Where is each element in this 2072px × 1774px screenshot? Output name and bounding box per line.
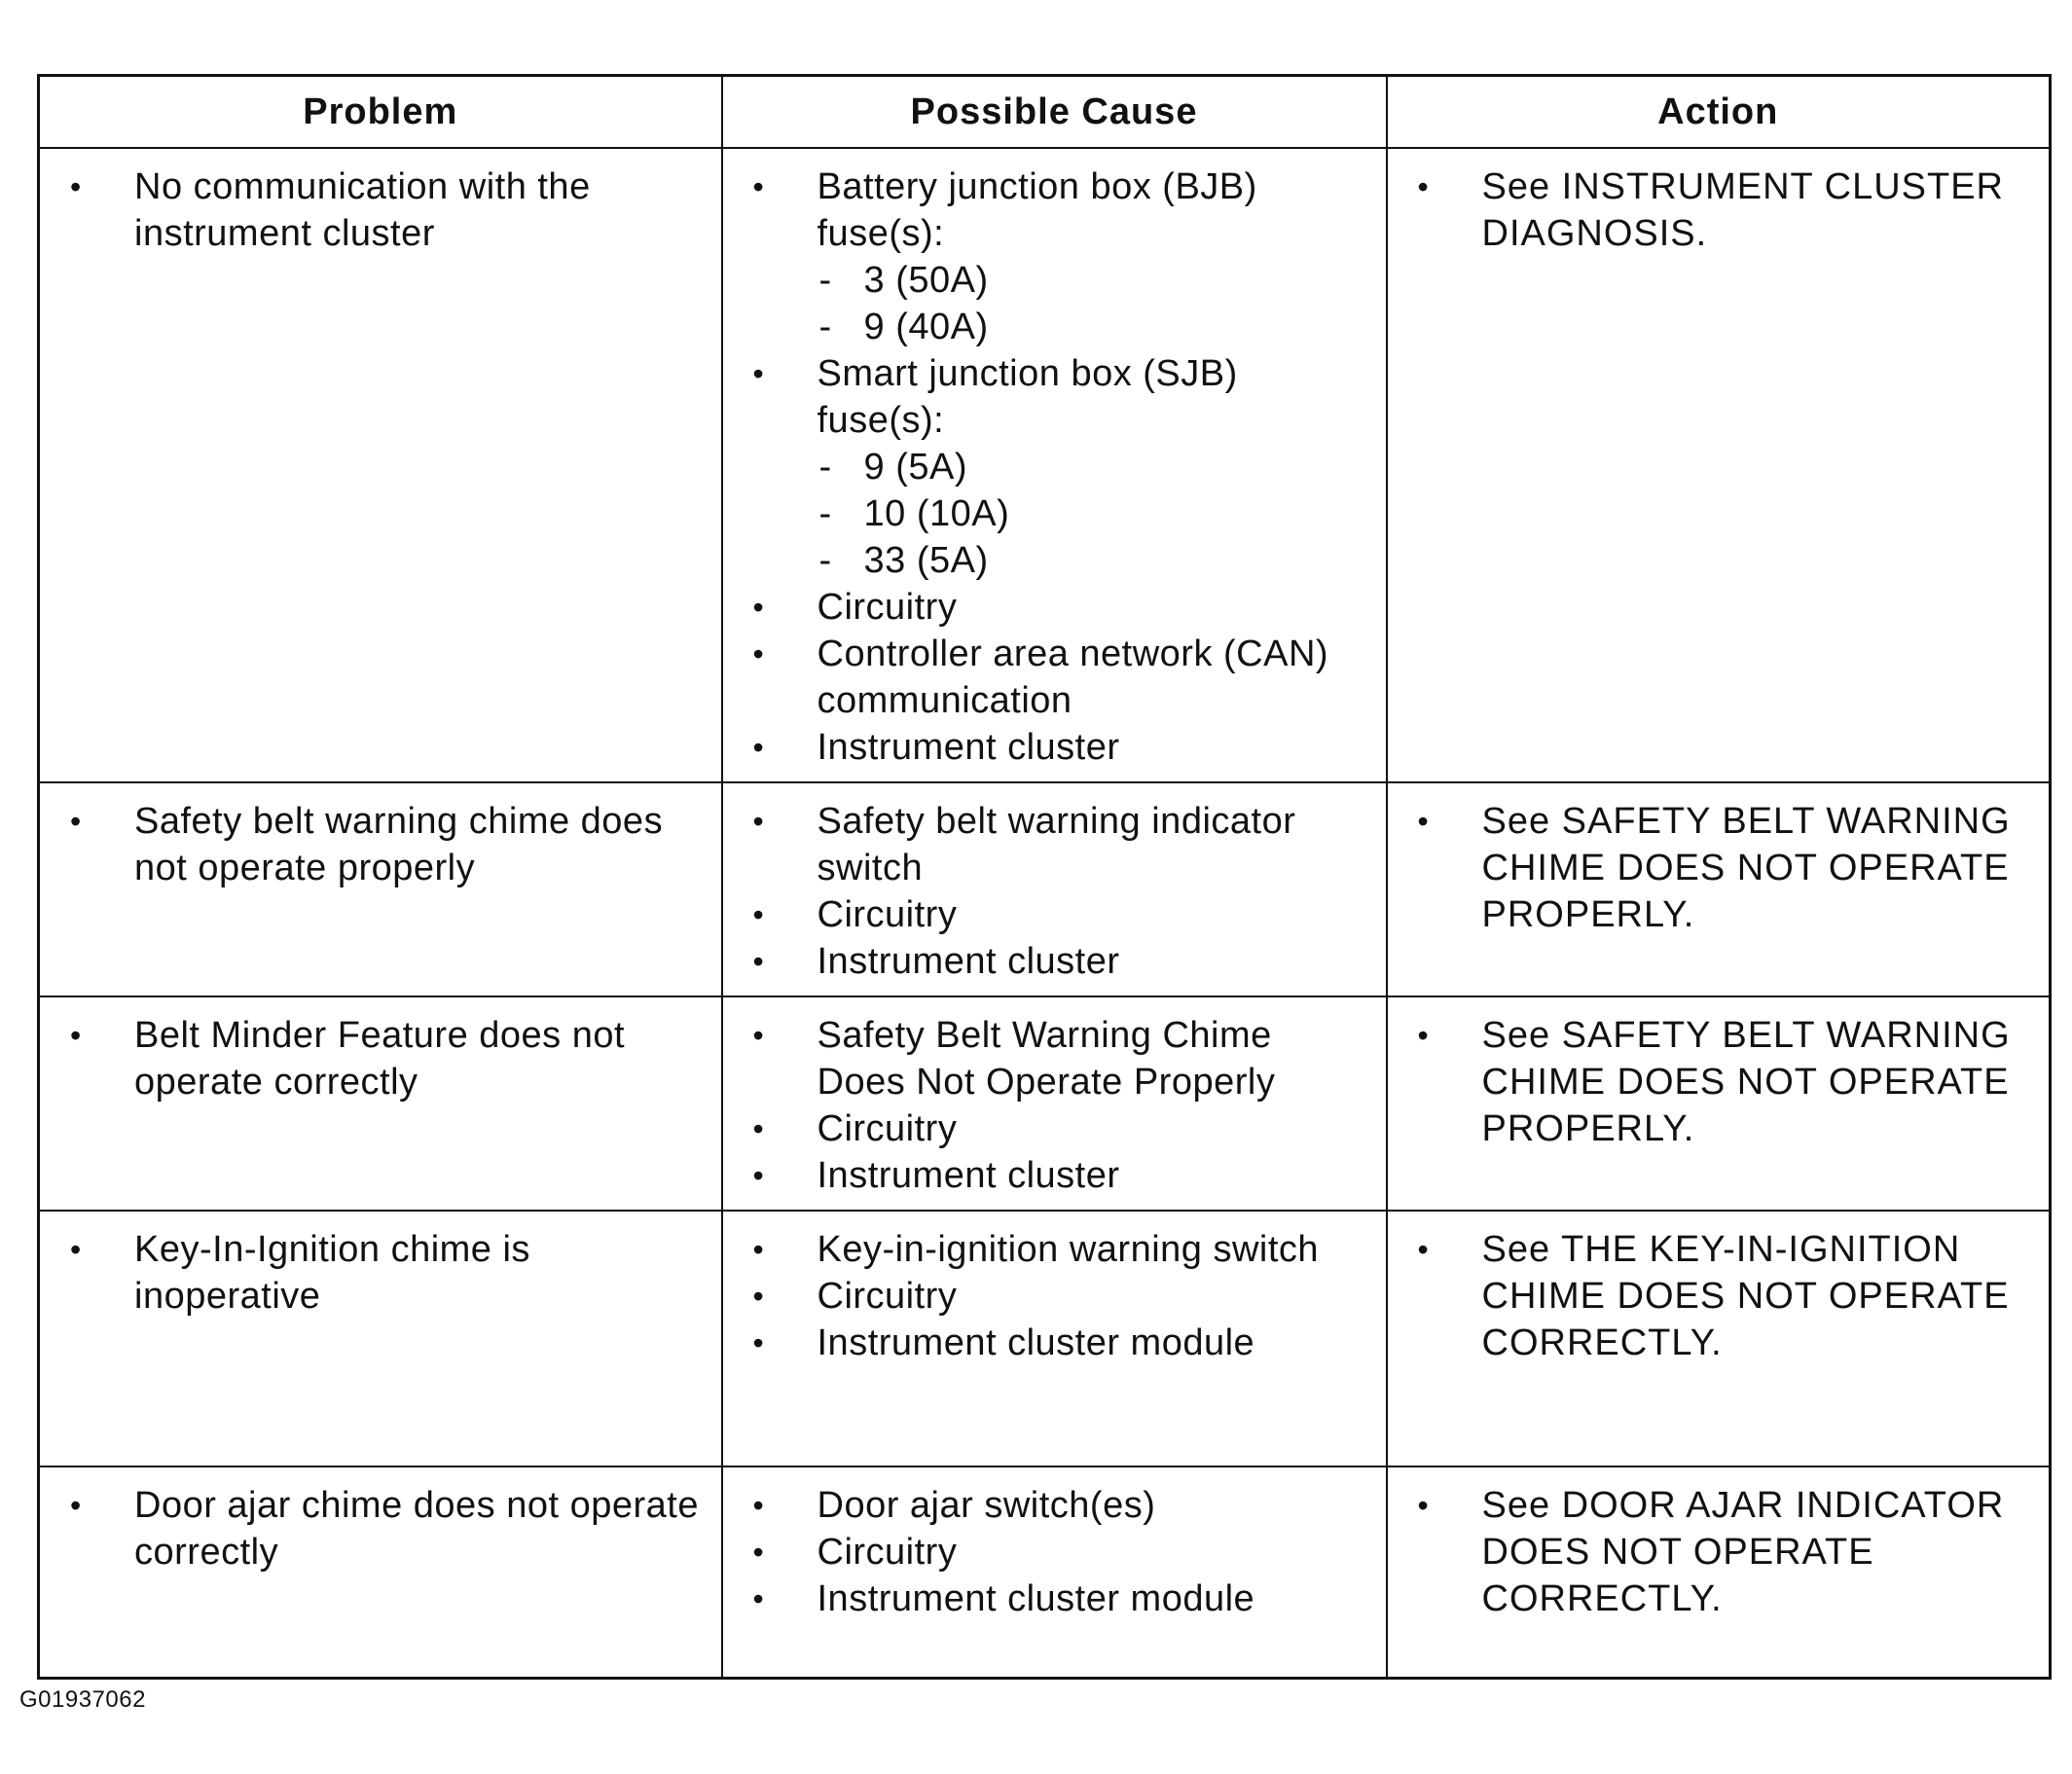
problem-text: • No communication with the instrument cluster [64, 163, 701, 257]
action-text: • See DOOR AJAR INDICATOR DOES NOT OPERATE CORRECTLY. [1412, 1482, 2029, 1622]
fuse-item: - 33 (5A) [818, 537, 1365, 584]
cause-item [747, 163, 1365, 350]
cause-item: • Safety belt warning indicator switch [747, 798, 1365, 891]
table-row [39, 996, 2051, 1211]
cause-item: • Controller area network (CAN) communication [747, 631, 1365, 724]
cause-item: • Instrument cluster [747, 938, 1365, 985]
cause-item: • Door ajar switch(es) [747, 1482, 1365, 1529]
cause-cell [722, 782, 1387, 996]
problem-cell [39, 782, 722, 996]
header-possible-cause: Possible Cause [722, 76, 1387, 149]
table-row [39, 782, 2051, 996]
cause-item: • Instrument cluster module [747, 1575, 1365, 1622]
action-cell [1387, 782, 2051, 996]
header-row [39, 76, 2051, 149]
cause-item: • Circuitry [747, 1529, 1365, 1575]
cause-cell [722, 1466, 1387, 1678]
cause-item [747, 350, 1365, 584]
fuse-item: - 9 (40A) [818, 304, 1365, 350]
problem-text: • Belt Minder Feature does not operate correctly [64, 1012, 701, 1105]
cause-cell [722, 996, 1387, 1211]
cause-item: • Circuitry [747, 891, 1365, 938]
cause-text: Battery junction box (BJB) fuse(s): [817, 166, 1257, 254]
problem-cell [39, 1466, 722, 1678]
action-text: • See THE KEY-IN-IGNITION CHIME DOES NOT OPERATE CORRECTLY. [1412, 1226, 2029, 1366]
action-cell [1387, 148, 2051, 782]
action-text: • See INSTRUMENT CLUSTER DIAGNOSIS. [1412, 163, 2029, 257]
cause-cell [722, 1211, 1387, 1466]
header-action: Action [1387, 76, 2051, 149]
table-row [39, 1466, 2051, 1678]
action-cell [1387, 1466, 2051, 1678]
cause-item: • Key-in-ignition warning switch [747, 1226, 1365, 1273]
problem-text: • Key-In-Ignition chime is inoperative [64, 1226, 701, 1320]
action-text: • See SAFETY BELT WARNING CHIME DOES NOT OPERATE PROPERLY. [1412, 1012, 2029, 1152]
cause-item: • Circuitry [747, 584, 1365, 631]
problem-cell [39, 1211, 722, 1466]
action-cell [1387, 996, 2051, 1211]
cause-text: Smart junction box (SJB) fuse(s): [817, 353, 1238, 441]
table-row [39, 148, 2051, 782]
problem-text: • Safety belt warning chime does not operate properly [64, 798, 701, 891]
fuse-item: - 9 (5A) [818, 444, 1365, 490]
cause-cell [722, 148, 1387, 782]
cause-item: • Circuitry [747, 1105, 1365, 1152]
cause-item: • Circuitry [747, 1273, 1365, 1320]
fuse-item: - 3 (50A) [818, 257, 1365, 304]
problem-cell [39, 996, 722, 1211]
diagnosis-table [37, 74, 2052, 1680]
problem-cell [39, 148, 722, 782]
header-problem: Problem [39, 76, 722, 149]
table-row [39, 1211, 2051, 1466]
cause-item: • Instrument cluster [747, 724, 1365, 771]
problem-text: • Door ajar chime does not operate correctly [64, 1482, 701, 1575]
cause-item: • Safety Belt Warning Chime Does Not Operate Properly [747, 1012, 1365, 1105]
cause-item: • Instrument cluster module [747, 1320, 1365, 1366]
action-text: • See SAFETY BELT WARNING CHIME DOES NOT OPERATE PROPERLY. [1412, 798, 2029, 938]
fuse-item: - 10 (10A) [818, 490, 1365, 537]
cause-item: • Instrument cluster [747, 1152, 1365, 1199]
figure-id: G01937062 [19, 1686, 146, 1713]
action-cell [1387, 1211, 2051, 1466]
